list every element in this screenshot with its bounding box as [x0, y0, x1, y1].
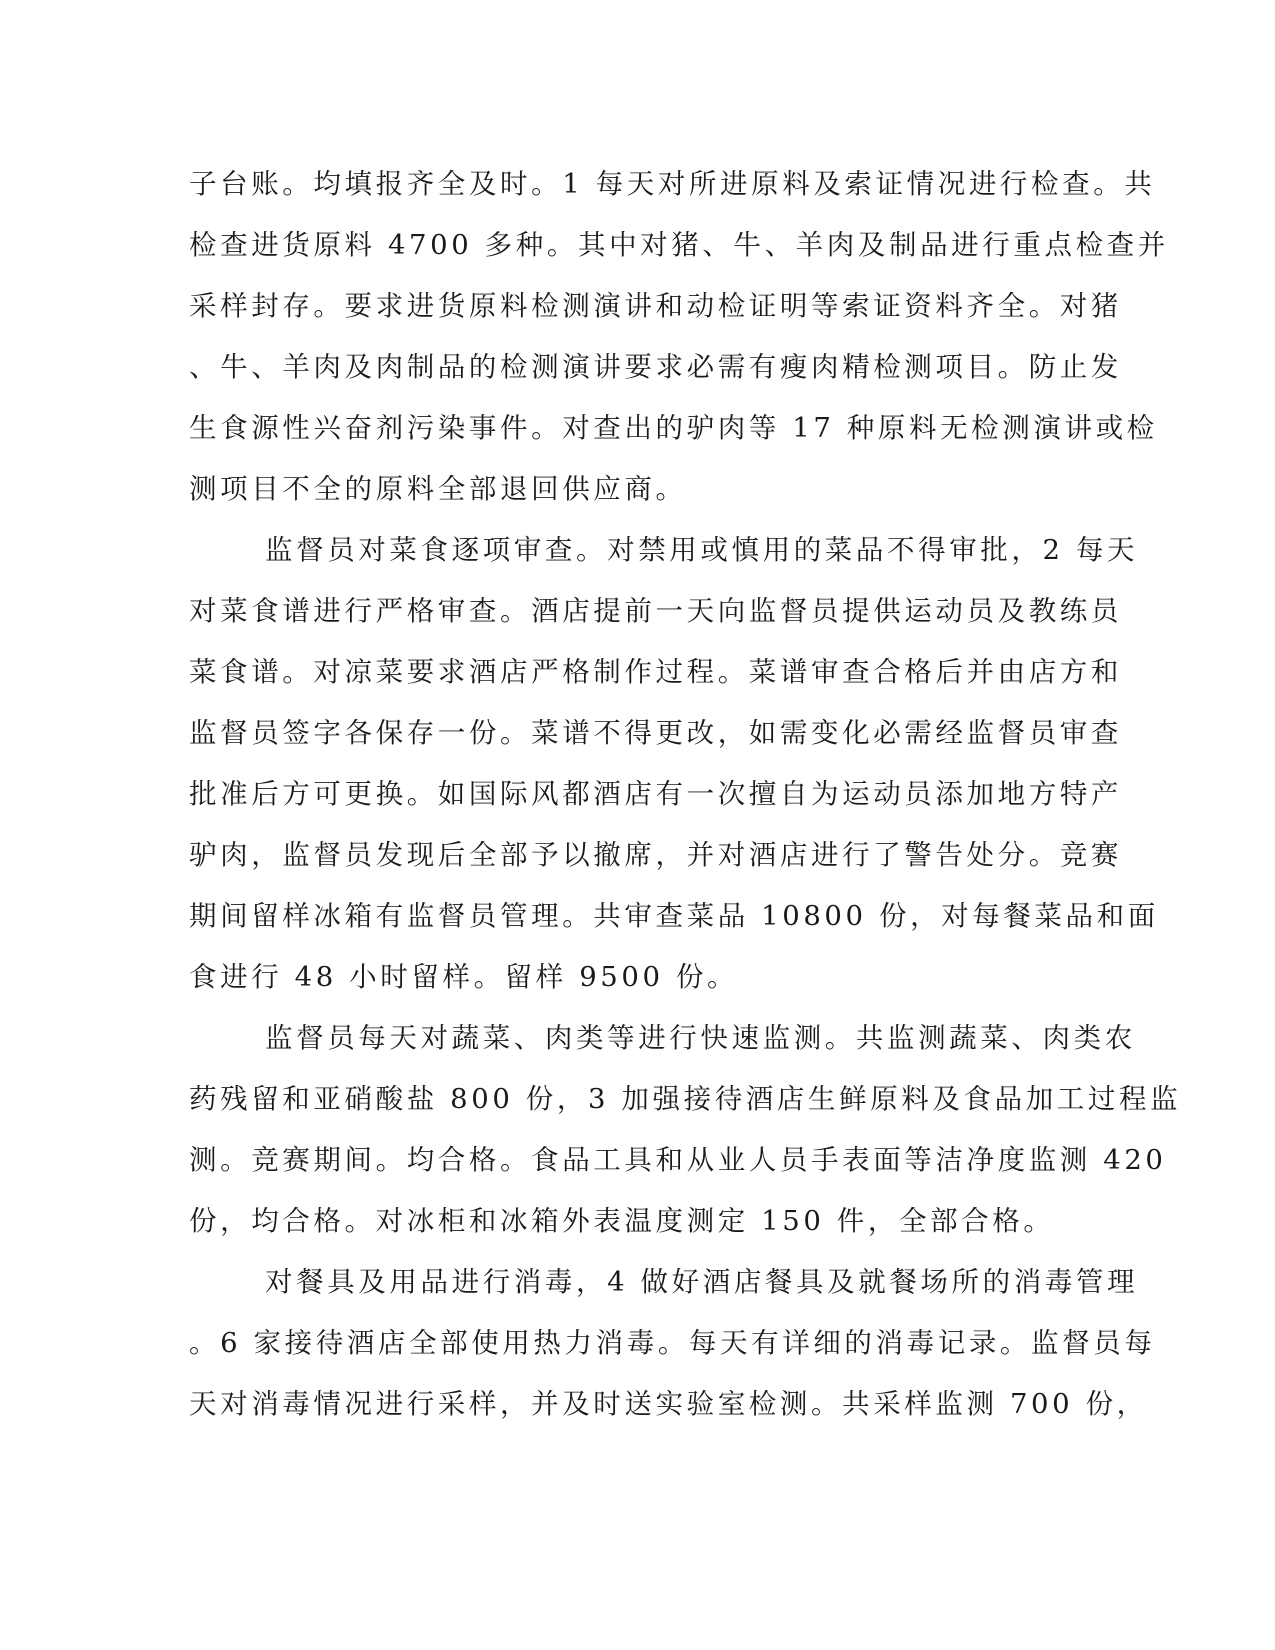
paragraph-2-line-4: 监督员签字各保存一份。菜谱不得更改，如需变化必需经监督员审查	[189, 717, 1122, 749]
paragraph-1-line-2: 检查进货原料 4700 多种。其中对猪、牛、羊肉及制品进行重点检查并	[189, 229, 1169, 261]
paragraph-4-line-3: 天对消毒情况进行采样，并及时送实验室检测。共采样监测 700 份，	[189, 1388, 1148, 1420]
document-body	[189, 164, 1182, 1445]
paragraph-1-line-3: 采样封存。要求进货原料检测演讲和动检证明等索证资料齐全。对猪	[189, 290, 1122, 322]
paragraph-1-line-4: 、牛、羊肉及肉制品的检测演讲要求必需有瘦肉精检测项目。防止发	[189, 351, 1122, 383]
paragraph-2-line-6: 驴肉，监督员发现后全部予以撤席，并对酒店进行了警告处分。竞赛	[189, 839, 1122, 871]
paragraph-3-line-1: 监督员每天对蔬菜、肉类等进行快速监测。共监测蔬菜、肉类农	[265, 1022, 1136, 1054]
paragraph-1-line-1: 子台账。均填报齐全及时。1 每天对所进原料及索证情况进行检查。共	[189, 168, 1156, 200]
paragraph-4-line-1: 对餐具及用品进行消毒，4 做好酒店餐具及就餐场所的消毒管理	[265, 1266, 1139, 1298]
paragraph-4-line-2: 。6 家接待酒店全部使用热力消毒。每天有详细的消毒记录。监督员每	[189, 1327, 1156, 1359]
paragraph-2-line-2: 对菜食谱进行严格审查。酒店提前一天向监督员提供运动员及教练员	[189, 595, 1122, 627]
paragraph-1-line-5: 生食源性兴奋剂污染事件。对查出的驴肉等 17 种原料无检测演讲或检	[189, 412, 1158, 444]
paragraph-2-line-1: 监督员对菜食逐项审查。对禁用或慎用的菜品不得审批，2 每天	[265, 534, 1139, 566]
paragraph-3-line-3: 测。竞赛期间。均合格。食品工具和从业人员手表面等洁净度监测 420	[189, 1144, 1167, 1176]
paragraph-2-line-3: 菜食谱。对凉菜要求酒店严格制作过程。菜谱审查合格后并由店方和	[189, 656, 1122, 688]
paragraph-2-line-8: 食进行 48 小时留样。留样 9500 份。	[189, 961, 739, 993]
paragraph-2-line-5: 批准后方可更换。如国际风都酒店有一次擅自为运动员添加地方特产	[189, 778, 1122, 810]
paragraph-1-line-6: 测项目不全的原料全部退回供应商。	[189, 473, 687, 505]
paragraph-3-line-4: 份，均合格。对冰柜和冰箱外表温度测定 150 件，全部合格。	[189, 1205, 1055, 1237]
paragraph-3-line-2: 药残留和亚硝酸盐 800 份，3 加强接待酒店生鲜原料及食品加工过程监	[189, 1083, 1182, 1115]
paragraph-2-line-7: 期间留样冰箱有监督员管理。共审查菜品 10800 份，对每餐菜品和面	[189, 900, 1159, 932]
